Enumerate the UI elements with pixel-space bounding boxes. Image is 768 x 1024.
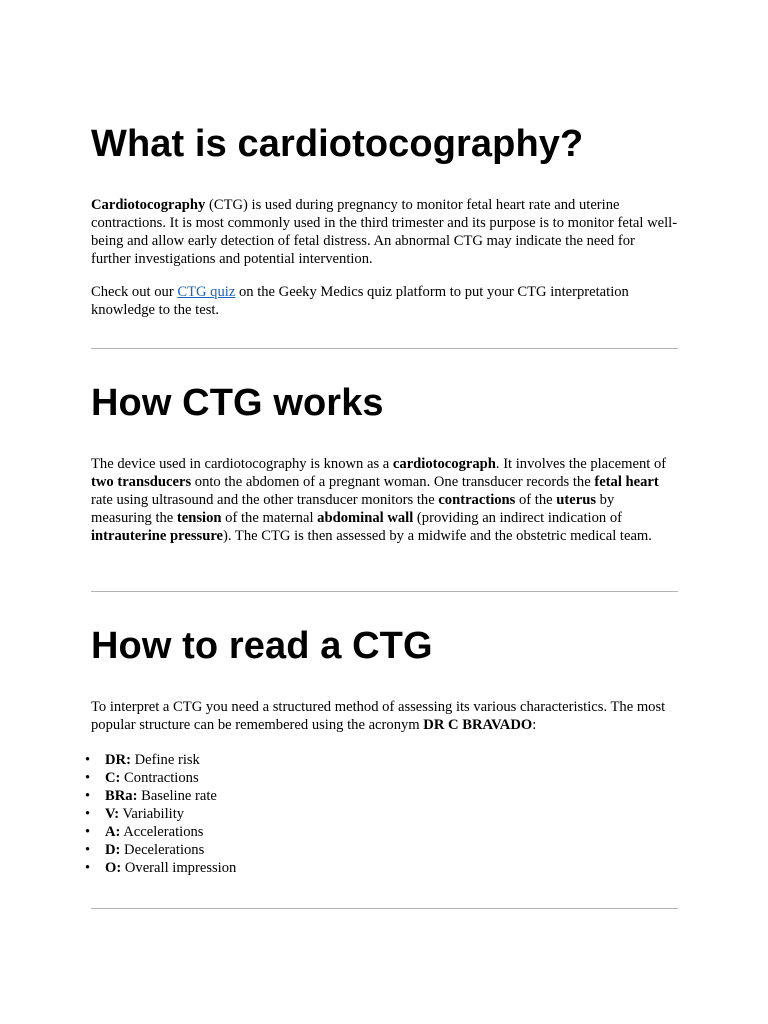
section-title-how-ctg-works: How CTG works: [91, 382, 384, 424]
how-ctg-works-paragraph: [91, 455, 678, 545]
list-item: [85, 841, 236, 859]
how-to-read-paragraph: [91, 698, 678, 734]
bullet-icon: •: [85, 770, 91, 786]
bullet-icon: •: [85, 824, 91, 840]
list-item: [85, 787, 236, 805]
list-item-key: DR:: [105, 752, 131, 768]
bullet-icon: •: [85, 860, 91, 876]
quiz-paragraph-after: on the Geeky Medics quiz platform to put your CTG interpretation knowledge to the test.: [91, 284, 629, 318]
term-cardiotocography: Cardiotocography: [91, 197, 206, 213]
term-dr-c-bravado: DR C BRAVADO: [423, 717, 533, 733]
text-run: rate using ultrasound and the other transducer monitors the: [91, 492, 439, 508]
list-item: [85, 805, 236, 823]
term-cardiotocograph: cardiotocograph: [392, 456, 496, 472]
list-item-text: Contractions: [120, 770, 199, 786]
list-item-key: BRa:: [105, 788, 138, 804]
text-run: of the maternal: [221, 510, 318, 526]
quiz-paragraph-before: Check out our: [91, 284, 178, 300]
intro-paragraph: [91, 196, 678, 268]
bullet-icon: •: [85, 806, 91, 822]
term-intrauterine-pressure: intrauterine pressure: [91, 528, 224, 544]
list-item-text: Decelerations: [120, 842, 205, 858]
bullet-icon: •: [85, 842, 91, 858]
list-item-text: Overall impression: [121, 860, 237, 876]
ctg-quiz-link[interactable]: CTG quiz: [177, 284, 236, 300]
text-run: The device used in cardiotocography is known as a: [91, 456, 393, 472]
bullet-icon: •: [85, 788, 91, 804]
text-run: ). The CTG is then assessed by a midwife and the obstetric medical team.: [223, 528, 652, 544]
list-item: [85, 751, 236, 769]
list-item: [85, 769, 236, 787]
list-item: [85, 859, 237, 877]
term-two-transducers: two transducers: [91, 474, 192, 490]
term-uterus: uterus: [556, 492, 597, 508]
text-run: To interpret a CTG you need a structured method of assessing its various characteristics. The most popular structure can be remembered using the acronym: [91, 699, 666, 733]
term-abdominal-wall: abdominal wall: [317, 510, 414, 526]
text-run: (providing an indirect indication of: [413, 510, 622, 526]
list-item-key: A:: [105, 824, 121, 840]
term-fetal-heart: fetal heart: [594, 474, 659, 490]
text-run: of the: [515, 492, 557, 508]
section-divider: [91, 348, 678, 349]
list-item-key: D:: [105, 842, 121, 858]
text-run: by measuring the: [91, 492, 615, 526]
list-item-text: Variability: [119, 806, 185, 822]
section-divider: [91, 908, 678, 909]
text-run: :: [532, 717, 537, 733]
text-run: onto the abdomen of a pregnant woman. One transducer records the: [191, 474, 595, 490]
list-item-key: C:: [105, 770, 121, 786]
text-run: . It involves the placement of: [495, 456, 667, 472]
section-divider: [91, 591, 678, 592]
quiz-paragraph: [91, 283, 678, 319]
list-item-text: Accelerations: [120, 824, 204, 840]
list-item-text: Baseline rate: [137, 788, 217, 804]
acronym-list: [85, 751, 237, 877]
section-title-what-is-ctg: What is cardiotocography?: [91, 123, 584, 165]
intro-paragraph-text: (CTG) is used during pregnancy to monitor fetal heart rate and uterine contractions. It is most commonly used in the third trimester and its purpose is to monitor fetal well-being and allow early detection of fetal distress. An abnormal CTG may indicate the need for further investigations and potential intervention.: [91, 197, 678, 267]
term-contractions: contractions: [438, 492, 516, 508]
list-item: [85, 823, 236, 841]
section-title-how-to-read-ctg: How to read a CTG: [91, 625, 433, 667]
bullet-icon: •: [85, 752, 91, 768]
term-tension: tension: [176, 510, 222, 526]
list-item-key: O:: [105, 860, 122, 876]
list-item-key: V:: [105, 806, 120, 822]
list-item-text: Define risk: [130, 752, 200, 768]
